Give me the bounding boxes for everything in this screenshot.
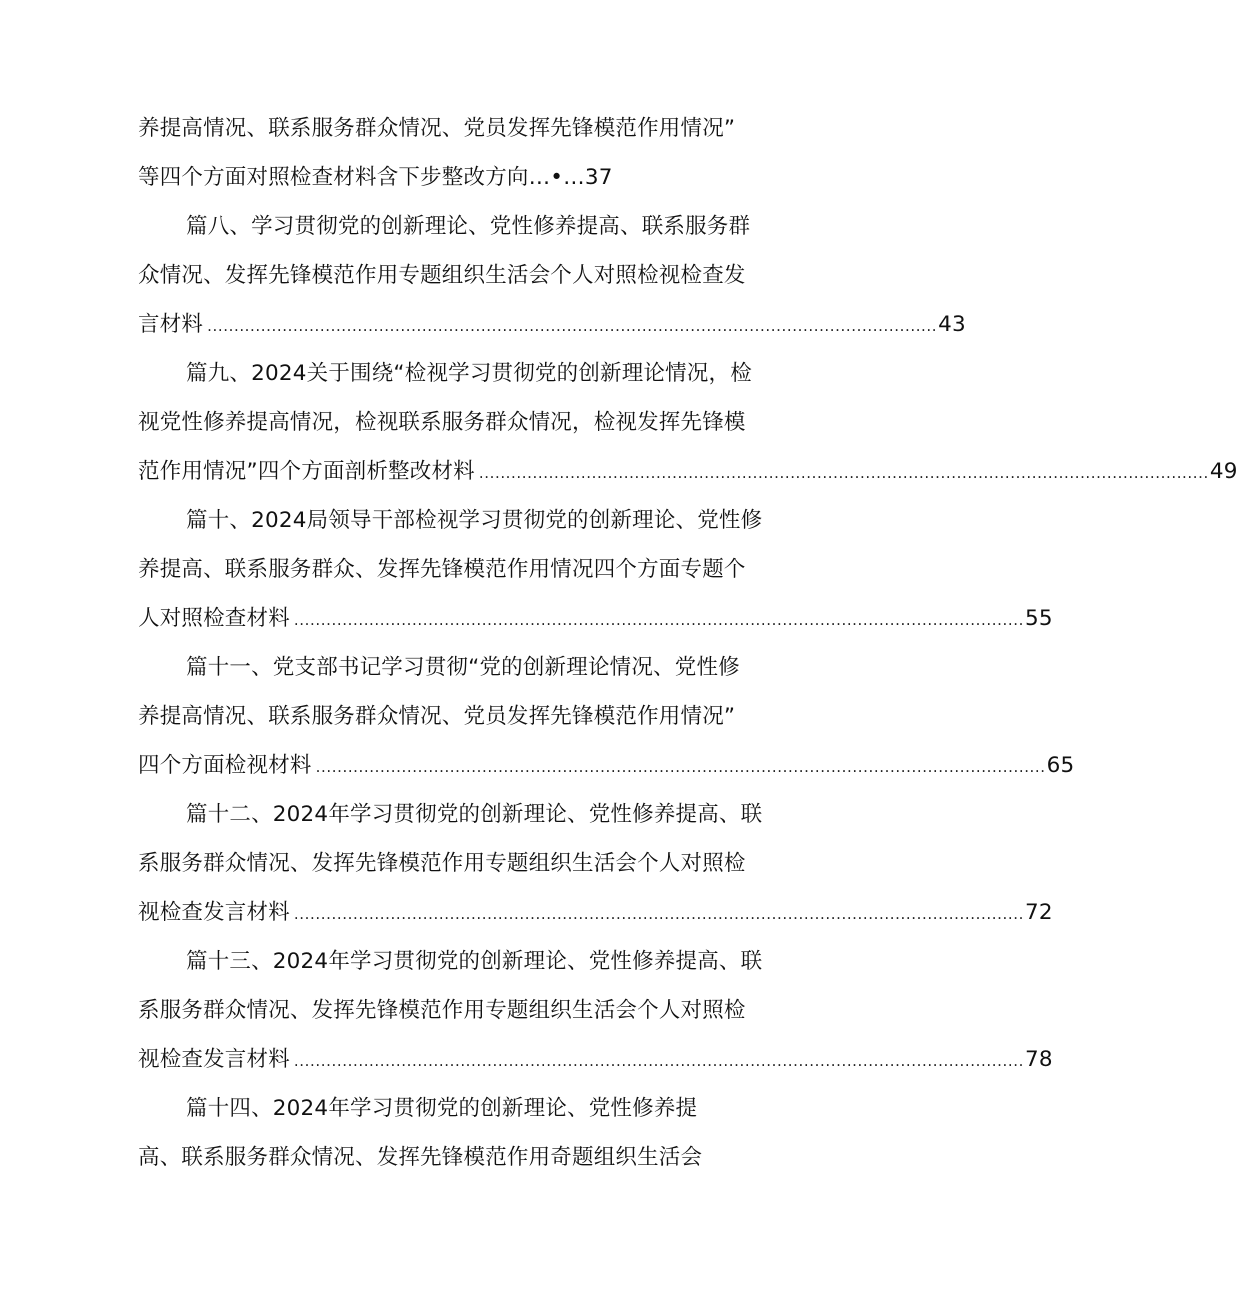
toc-entry-line: 众情况、发挥先锋模范作用专题组织生活会个人对照检视检查发 xyxy=(138,263,746,288)
toc-entry-text: 四个方面检视材料 xyxy=(138,753,312,778)
dot-leader: ........................................................................................................................................ xyxy=(293,1052,1024,1070)
toc-entry-last-line xyxy=(138,749,1075,783)
dot-leader: ........................................................................................................................................ xyxy=(293,611,1024,629)
dot-leader: ........................................................................................................................................ xyxy=(315,758,1046,776)
toc-entry-line: 篇八、学习贯彻党的创新理论、党性修养提高、联系服务群 xyxy=(186,214,751,239)
toc-page-number: 65 xyxy=(1046,753,1075,778)
toc-entry-text: 视检查发言材料 xyxy=(138,1047,290,1072)
toc-entry-text: 人对照检查材料 xyxy=(138,606,290,631)
toc-entry-line: 高、联系服务群众情况、发挥先锋模范作用奇题组织生活会 xyxy=(138,1145,703,1170)
toc-entry-line: 系服务群众情况、发挥先锋模范作用专题组织生活会个人对照检 xyxy=(138,851,746,876)
toc-entry-line: 等四个方面对照检查材料含下步整改方向…•…37 xyxy=(138,165,613,190)
toc-entry-line: 养提高、联系服务群众、发挥先锋模范作用情况四个方面专题个 xyxy=(138,557,746,582)
toc-entry-last-line xyxy=(138,1043,1053,1077)
dot-leader: ........................................................................................................................................ xyxy=(293,905,1024,923)
toc-entry-line: 养提高情况、联系服务群众情况、党员发挥先锋模范作用情况” xyxy=(138,116,736,141)
dot-leader: ........................................................................................................................................ xyxy=(478,464,1209,482)
toc-entry-line: 篇十一、党支部书记学习贯彻“党的创新理论情况、党性修 xyxy=(186,655,740,680)
toc-page-number: 78 xyxy=(1024,1047,1053,1072)
toc-entry-line: 篇十三、2024年学习贯彻党的创新理论、党性修养提高、联 xyxy=(186,949,763,974)
toc-entry-last-line xyxy=(138,308,966,342)
toc-entry-last-line xyxy=(138,896,1053,930)
toc-entry-line: 篇十二、2024年学习贯彻党的创新理论、党性修养提高、联 xyxy=(186,802,763,827)
toc-entry-line: 篇十四、2024年学习贯彻党的创新理论、党性修养提 xyxy=(186,1096,698,1121)
toc-entry-text: 范作用情况”四个方面剖析整改材料 xyxy=(138,459,475,484)
toc-entry-text: 视检查发言材料 xyxy=(138,900,290,925)
toc-page-number: 72 xyxy=(1024,900,1053,925)
toc-page-number: 43 xyxy=(938,312,966,337)
toc-entry-line: 养提高情况、联系服务群众情况、党员发挥先锋模范作用情况” xyxy=(138,704,736,729)
toc-entry-line: 系服务群众情况、发挥先锋模范作用专题组织生活会个人对照检 xyxy=(138,998,746,1023)
dot-leader: ........................................................................................................................................ xyxy=(207,317,938,335)
toc-page-number: 55 xyxy=(1024,606,1053,631)
toc-entry-line: 视党性修养提高情况，检视联系服务群众情况，检视发挥先锋模 xyxy=(138,410,746,435)
toc-entry-line: 篇九、2024关于围绕“检视学习贯彻党的创新理论情况，检 xyxy=(186,361,752,386)
toc-entry-text: 言材料 xyxy=(138,312,204,337)
toc-entry-last-line xyxy=(138,602,1053,636)
toc-entry-line: 篇十、2024局领导干部检视学习贯彻党的创新理论、党性修 xyxy=(186,508,763,533)
toc-page-number: 49 xyxy=(1209,459,1238,484)
toc-entry-last-line xyxy=(138,455,1238,489)
